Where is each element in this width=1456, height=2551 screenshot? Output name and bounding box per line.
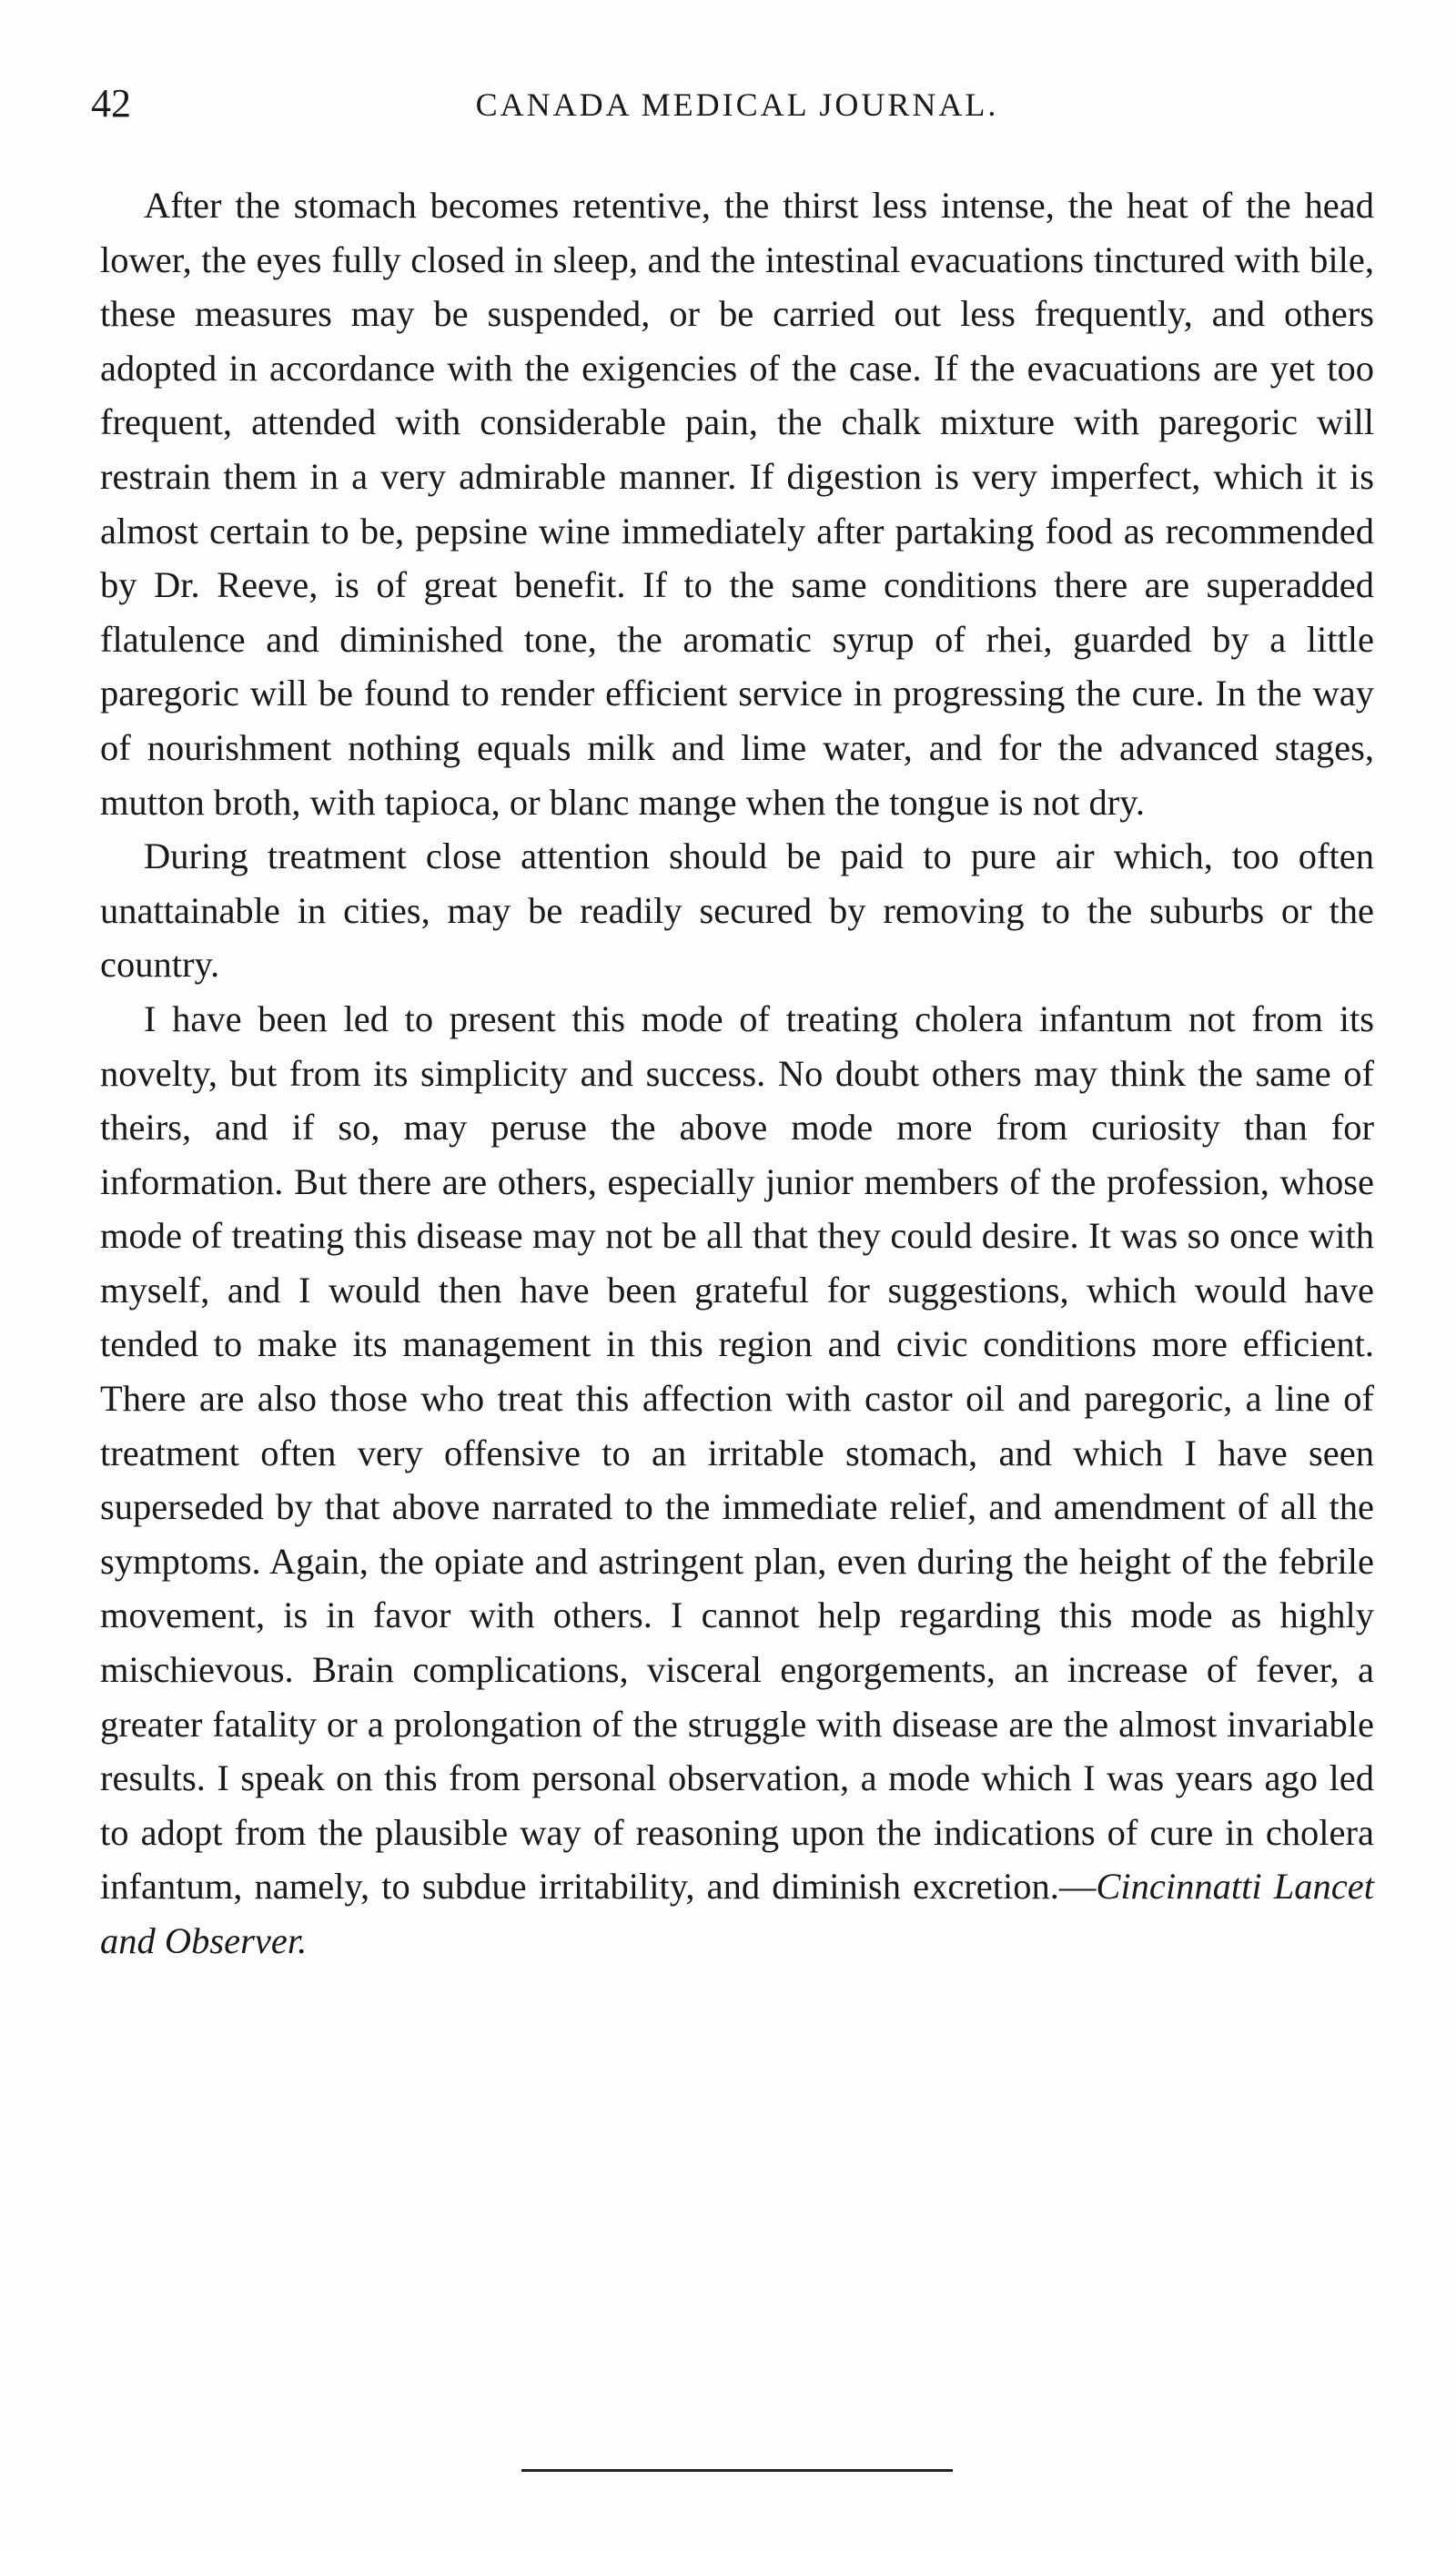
page-number: 42 xyxy=(91,81,131,126)
paragraph-text: During treatment close attention should be paid to pure air which, too often unattainable in cities, may be readily secured by removing to the suburbs or the country. xyxy=(100,835,1374,986)
paragraph-text: I have been led to present this mode of treating cholera infantum not from its novelty, but from its simplicity and success. No doubt others may think the same of theirs, and if so, may peruse the above mode more from curiosity than for information. But there are others, especially junior members of the profession, whose mode of treating this disease may not be all that they could desire. It was so once with myself, and I would then have been grateful for suggestions, which would have tended to make its management in this region and civic conditions more efficient. There are also those who treat this affection with castor oil and paregoric, a line of treatment often very offensive to an irritable stomach, and which I have seen superseded by that above narrated to the immediate relief, and amendment of all the symptoms. Again, the opiate and astringent plan, even during the height of the febrile movement, is in favor with others. I cannot help regarding this mode as highly mischievous. Brain complications, visceral engorgements, an increase of fever, a greater fatality or a prolongation of the struggle with disease are the almost invariable results. I speak on this from personal observation, a mode which I was years ago led to adopt from the plausible way of reasoning upon the indications of cure in cholera infantum, namely, to subdue irritability, and diminish excretion.— xyxy=(100,997,1374,1908)
page-header xyxy=(91,80,1383,135)
paragraph xyxy=(100,992,1374,1969)
source-citation: Cincinnatti Lancet and Observer. xyxy=(100,1866,1374,1961)
paragraph xyxy=(100,829,1374,992)
article-body xyxy=(100,178,1374,1969)
paragraph-text: After the stomach becomes retentive, the thirst less intense, the heat of the head lower, the eyes fully closed in sleep, and the intestinal evacuations tinctured with bile, these measures may be suspended, or be carried out less frequently, and others adopted in accordance with the exigencies of the case. If the evacuations are yet too frequent, attended with considerable pain, the chalk mixture with paregoric will restrain them in a very admirable manner. If digestion is very imperfect, which it is almost certain to be, pepsine wine immediately after partaking food as recommended by Dr. Reeve, is of great benefit. If to the same conditions there are superadded flatulence and diminished tone, the aromatic syrup of rhei, guarded by a little paregoric will be found to render efficient service in progressing the cure. In the way of nourishment nothing equals milk and lime water, and for the advanced stages, mutton broth, with tapioca, or blanc mange when the tongue is not dry. xyxy=(100,185,1374,823)
paragraph xyxy=(100,178,1374,829)
running-head: CANADA MEDICAL JOURNAL. xyxy=(475,86,999,123)
section-divider xyxy=(521,2469,953,2472)
